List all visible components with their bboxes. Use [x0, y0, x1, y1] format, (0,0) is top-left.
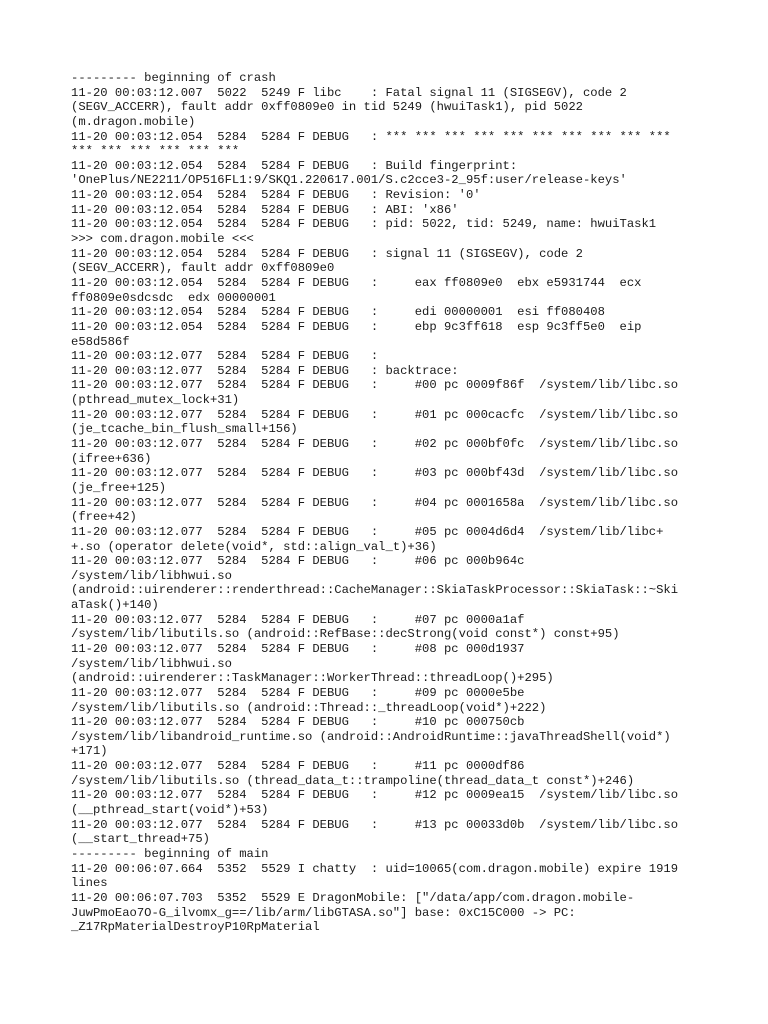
log-line: --------- beginning of crash	[71, 71, 276, 85]
log-line: (__start_thread+75)	[71, 832, 210, 847]
log-line: 11-20 00:03:12.077 5284 5284 F DEBUG : #13 pc 00033d0b /system/lib/libc.so	[71, 817, 679, 832]
log-line: 11-20 00:03:12.077 5284 5284 F DEBUG : #06 pc 000b964c	[71, 554, 525, 569]
log-line: +.so (operator delete(void*, std::align_val_t)+36)	[71, 539, 437, 554]
log-line: 11-20 00:03:12.077 5284 5284 F DEBUG : #07 pc 0000a1af	[71, 612, 525, 627]
log-line: /system/lib/libutils.so (android::Thread::_threadLoop(void*)+222)	[71, 700, 547, 715]
crash-log-text	[71, 71, 711, 935]
document-page	[71, 71, 711, 935]
log-line: --------- beginning of main	[71, 846, 269, 861]
log-line: +171)	[71, 744, 108, 759]
log-line: lines	[71, 876, 108, 891]
log-line: >>> com.dragon.mobile <<<	[71, 232, 254, 247]
log-line: (ifree+636)	[71, 451, 152, 466]
log-line: aTask()+140)	[71, 598, 159, 613]
log-line: 11-20 00:06:07.664 5352 5529 I chatty : uid=10065(com.dragon.mobile) expire 1919	[71, 861, 679, 876]
log-line: (android::uirenderer::renderthread::CacheManager::SkiaTaskProcessor::SkiaTask::~Ski	[71, 583, 679, 598]
log-line: 11-20 00:03:12.054 5284 5284 F DEBUG : Build fingerprint:	[71, 158, 518, 173]
log-line: 11-20 00:03:12.077 5284 5284 F DEBUG : #08 pc 000d1937	[71, 641, 525, 656]
log-line: /system/lib/libandroid_runtime.so (android::AndroidRuntime::javaThreadShell(void*)	[71, 729, 671, 744]
log-line: (free+42)	[71, 510, 137, 525]
log-line: 11-20 00:03:12.054 5284 5284 F DEBUG : ebp 9c3ff618 esp 9c3ff5e0 eip	[71, 319, 642, 334]
log-line: (je_tcache_bin_flush_small+156)	[71, 422, 298, 437]
log-line: /system/lib/libhwui.so	[71, 568, 232, 583]
log-line: _Z17RpMaterialDestroyP10RpMaterial	[71, 920, 320, 935]
log-line: 11-20 00:03:12.054 5284 5284 F DEBUG : pid: 5022, tid: 5249, name: hwuiTask1	[71, 217, 657, 232]
log-line: (android::uirenderer::TaskManager::WorkerThread::threadLoop()+295)	[71, 671, 554, 686]
log-line: 11-20 00:03:12.077 5284 5284 F DEBUG : #03 pc 000bf43d /system/lib/libc.so	[71, 466, 679, 481]
log-line: 11-20 00:03:12.077 5284 5284 F DEBUG : #04 pc 0001658a /system/lib/libc.so	[71, 495, 679, 510]
log-line: (SEGV_ACCERR), fault addr 0xff0809e0 in tid 5249 (hwuiTask1), pid 5022	[71, 100, 583, 115]
log-line: JuwPmoEao7O-G_ilvomx_g==/lib/arm/libGTASA.so"] base: 0xC15C000 -> PC:	[71, 905, 576, 920]
log-line: (pthread_mutex_lock+31)	[71, 393, 240, 408]
log-line: /system/lib/libutils.so (thread_data_t::trampoline(thread_data_t const*)+246)	[71, 773, 635, 788]
log-line: (je_free+125)	[71, 480, 167, 495]
log-line: 11-20 00:03:12.007 5022 5249 F libc : Fatal signal 11 (SIGSEGV), code 2	[71, 85, 627, 100]
log-line: *** *** *** *** *** ***	[71, 144, 240, 159]
log-line: (__pthread_start(void*)+53)	[71, 803, 269, 818]
log-line: 11-20 00:03:12.054 5284 5284 F DEBUG : *** *** *** *** *** *** *** *** *** ***	[71, 129, 671, 144]
log-line: 11-20 00:03:12.054 5284 5284 F DEBUG : ABI: 'x86'	[71, 202, 459, 217]
log-line: ff0809e0sdcsdc edx 00000001	[71, 290, 276, 305]
log-line: e58d586f	[71, 334, 130, 349]
log-line: 11-20 00:03:12.077 5284 5284 F DEBUG : backtrace:	[71, 363, 459, 378]
log-line: 11-20 00:06:07.703 5352 5529 E DragonMobile: ["/data/app/com.dragon.mobile-	[71, 890, 635, 905]
log-line: /system/lib/libutils.so (android::RefBase::decStrong(void const*) const+95)	[71, 627, 620, 642]
log-line: 11-20 00:03:12.077 5284 5284 F DEBUG : #02 pc 000bf0fc /system/lib/libc.so	[71, 437, 679, 452]
log-line: /system/lib/libhwui.so	[71, 656, 232, 671]
log-line: 11-20 00:03:12.077 5284 5284 F DEBUG : #12 pc 0009ea15 /system/lib/libc.so	[71, 788, 679, 803]
log-line: 11-20 00:03:12.077 5284 5284 F DEBUG :	[71, 349, 379, 364]
log-line: 11-20 00:03:12.077 5284 5284 F DEBUG : #11 pc 0000df86	[71, 759, 525, 774]
log-line: (m.dragon.mobile)	[71, 114, 196, 129]
log-line: 11-20 00:03:12.054 5284 5284 F DEBUG : eax ff0809e0 ebx e5931744 ecx	[71, 275, 642, 290]
log-line: 11-20 00:03:12.077 5284 5284 F DEBUG : #01 pc 000cacfc /system/lib/libc.so	[71, 407, 679, 422]
log-line: (SEGV_ACCERR), fault addr 0xff0809e0	[71, 261, 335, 276]
log-line: 11-20 00:03:12.054 5284 5284 F DEBUG : Revision: '0'	[71, 188, 481, 203]
log-line: 'OnePlus/NE2211/OP516FL1:9/SKQ1.220617.001/S.c2cce3-2_95f:user/release-keys'	[71, 173, 627, 188]
log-line: 11-20 00:03:12.054 5284 5284 F DEBUG : edi 00000001 esi ff080408	[71, 305, 605, 320]
log-line: 11-20 00:03:12.077 5284 5284 F DEBUG : #00 pc 0009f86f /system/lib/libc.so	[71, 378, 679, 393]
log-line: 11-20 00:03:12.077 5284 5284 F DEBUG : #09 pc 0000e5be	[71, 685, 525, 700]
log-line: 11-20 00:03:12.077 5284 5284 F DEBUG : #05 pc 0004d6d4 /system/lib/libc+	[71, 524, 664, 539]
log-line: 11-20 00:03:12.054 5284 5284 F DEBUG : signal 11 (SIGSEGV), code 2	[71, 246, 583, 261]
log-line: 11-20 00:03:12.077 5284 5284 F DEBUG : #10 pc 000750cb	[71, 715, 525, 730]
